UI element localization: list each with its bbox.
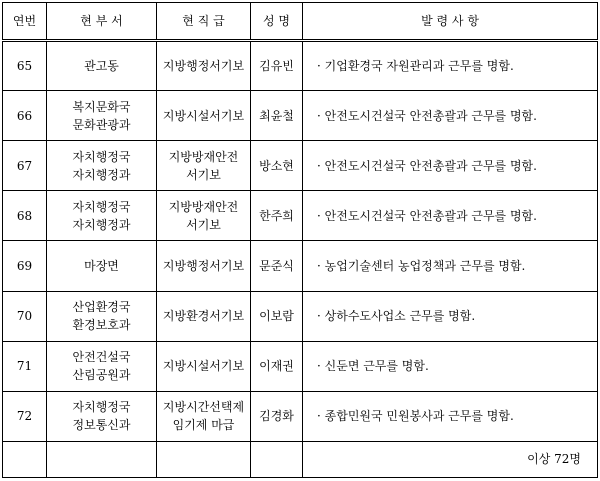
department-line: 환경보호과 — [72, 318, 131, 333]
grade-line: 지방시설서기보 — [162, 108, 245, 123]
employee-name: 한주희 — [251, 191, 303, 241]
row-number: 72 — [3, 391, 47, 441]
employee-name: 이보람 — [251, 291, 303, 341]
current-grade — [157, 291, 251, 341]
department-line: 자치행정국 — [72, 400, 131, 415]
header-name: 성 명 — [251, 3, 303, 41]
department-line: 자치행정과 — [72, 167, 131, 182]
current-department — [47, 141, 157, 191]
department-line: 복지문화국 — [72, 99, 131, 114]
table-row — [3, 391, 598, 441]
employee-name: 방소현 — [251, 141, 303, 191]
row-number: 71 — [3, 341, 47, 391]
grade-line: 지방방재안전 — [168, 149, 239, 164]
total-row — [3, 441, 598, 477]
current-department — [47, 391, 157, 441]
header-no: 연번 — [3, 3, 47, 41]
grade-line: 지방시설서기보 — [162, 359, 245, 374]
employee-name: 이재권 — [251, 341, 303, 391]
table-row — [3, 191, 598, 241]
current-department — [47, 341, 157, 391]
empty-cell — [251, 441, 303, 477]
personnel-order-table — [2, 2, 598, 478]
table-row — [3, 41, 598, 91]
table-row — [3, 291, 598, 341]
header-row — [3, 3, 598, 41]
department-line: 마장면 — [84, 258, 119, 273]
current-department — [47, 191, 157, 241]
row-number: 68 — [3, 191, 47, 241]
row-number: 70 — [3, 291, 47, 341]
grade-line: 서기보 — [186, 217, 221, 232]
department-line: 문화관광과 — [72, 117, 131, 132]
current-grade — [157, 341, 251, 391]
appointment-order: · 상하수도사업소 근무를 명함. — [303, 291, 598, 341]
row-number: 65 — [3, 41, 47, 91]
appointment-order: · 안전도시건설국 안전총괄과 근무를 명함. — [303, 191, 598, 241]
current-grade — [157, 41, 251, 91]
total-count: 이상 72명 — [303, 441, 598, 477]
department-line: 자치행정국 — [72, 199, 131, 214]
grade-line: 지방시간선택제 — [162, 400, 245, 415]
employee-name: 최윤철 — [251, 91, 303, 141]
appointment-order: · 신둔면 근무를 명함. — [303, 341, 598, 391]
current-department — [47, 291, 157, 341]
current-grade — [157, 191, 251, 241]
appointment-order: · 기업환경국 자원관리과 근무를 명함. — [303, 41, 598, 91]
department-line: 안전건설국 — [72, 350, 131, 365]
current-grade — [157, 91, 251, 141]
table-row — [3, 241, 598, 291]
empty-cell — [3, 441, 47, 477]
appointment-order: · 종합민원국 민원봉사과 근무를 명함. — [303, 391, 598, 441]
table-row — [3, 141, 598, 191]
header-dept: 현 부 서 — [47, 3, 157, 41]
employee-name: 김경화 — [251, 391, 303, 441]
table-row — [3, 91, 598, 141]
current-grade — [157, 241, 251, 291]
empty-cell — [47, 441, 157, 477]
grade-line: 지방환경서기보 — [162, 309, 245, 324]
appointment-order: · 농업기술센터 농업정책과 근무를 명함. — [303, 241, 598, 291]
employee-name: 김유빈 — [251, 41, 303, 91]
department-line: 관고동 — [84, 59, 119, 74]
grade-line: 지방행정서기보 — [162, 258, 245, 273]
header-grade: 현 직 급 — [157, 3, 251, 41]
grade-line: 임기제 마급 — [172, 418, 235, 433]
header-order: 발 령 사 항 — [303, 3, 598, 41]
empty-cell — [157, 441, 251, 477]
current-department — [47, 91, 157, 141]
row-number: 67 — [3, 141, 47, 191]
appointment-order: · 안전도시건설국 안전총괄과 근무를 명함. — [303, 141, 598, 191]
appointment-order: · 안전도시건설국 안전총괄과 근무를 명함. — [303, 91, 598, 141]
employee-name: 문준식 — [251, 241, 303, 291]
current-grade — [157, 391, 251, 441]
table-row — [3, 341, 598, 391]
current-department — [47, 241, 157, 291]
current-department — [47, 41, 157, 91]
department-line: 자치행정국 — [72, 149, 131, 164]
row-number: 66 — [3, 91, 47, 141]
department-line: 산업환경국 — [72, 300, 131, 315]
grade-line: 지방방재안전 — [168, 199, 239, 214]
department-line: 산림공원과 — [72, 368, 131, 383]
current-grade — [157, 141, 251, 191]
grade-line: 서기보 — [186, 167, 221, 182]
grade-line: 지방행정서기보 — [162, 59, 245, 74]
department-line: 정보통신과 — [72, 418, 131, 433]
department-line: 자치행정과 — [72, 217, 131, 232]
row-number: 69 — [3, 241, 47, 291]
